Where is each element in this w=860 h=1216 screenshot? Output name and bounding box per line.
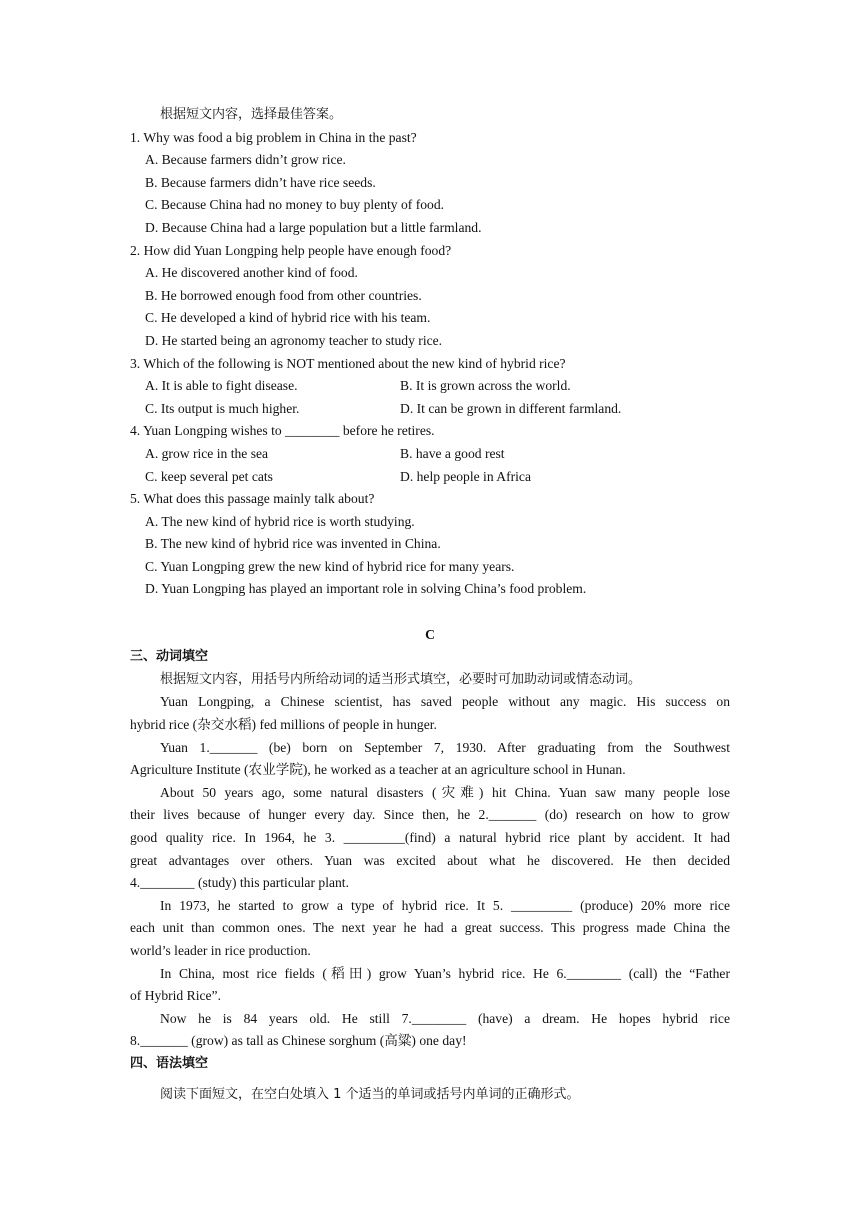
section-3-instruction: 根据短文内容，用括号内所给动词的适当形式填空，必要时可加助动词或情态动词。 bbox=[160, 671, 642, 687]
passage bbox=[130, 691, 730, 1053]
question-stem: 5. What does this passage mainly talk about? bbox=[130, 491, 375, 507]
passage-line: good quality rice. In 1964, he 3. _________(find) a natural hybrid rice plant by accident. It had bbox=[130, 830, 730, 845]
section-4-instruction: 阅读下面短文，在空白处填入 1 个适当的单词或括号内单词的正确形式。 bbox=[160, 1086, 580, 1102]
section-b-instruction: 根据短文内容，选择最佳答案。 bbox=[160, 107, 343, 122]
passage-line: each unit than common ones. The next year he had a great success. This progress made China the bbox=[130, 920, 730, 936]
answer-option: D. Yuan Longping has played an important role in solving China’s food problem. bbox=[145, 581, 587, 597]
answer-option: A. Because farmers didn’t grow rice. bbox=[145, 152, 346, 168]
option-row bbox=[130, 375, 730, 398]
passage-line: Yuan Longping, a Chinese scientist, has saved people without any magic. His success on bbox=[160, 694, 730, 710]
passage-line: 8._______ (grow) as tall as Chinese sorghum (高粱) one day! bbox=[130, 1033, 467, 1049]
answer-option: A. It is able to fight disease. bbox=[145, 378, 298, 394]
answer-option: C. Yuan Longping grew the new kind of hybrid rice for many years. bbox=[145, 558, 515, 574]
passage-paragraph bbox=[130, 782, 730, 895]
question-list bbox=[130, 127, 730, 601]
answer-option: D. It can be grown in different farmland. bbox=[400, 400, 622, 416]
passage-line: great advantages over others. Yuan was excited about what he discovered. He then decided bbox=[130, 852, 730, 868]
section-3-heading: 三、动词填空 bbox=[130, 649, 209, 665]
answer-option: C. keep several pet cats bbox=[145, 468, 273, 484]
passage-line: In 1973, he started to grow a type of hybrid rice. It 5. _________ (produce) 20% more rice bbox=[160, 897, 730, 913]
answer-option: B. have a good rest bbox=[400, 445, 505, 461]
section-c-label: C bbox=[425, 626, 435, 642]
passage-line: world’s leader in rice production. bbox=[130, 942, 311, 958]
question-stem: 4. Yuan Longping wishes to ________ before he retires. bbox=[130, 423, 435, 439]
answer-option: B. The new kind of hybrid rice was invented in China. bbox=[145, 536, 441, 552]
question-stem: 3. Which of the following is NOT mentioned about the new kind of hybrid rice? bbox=[130, 355, 566, 371]
passage-line: hybrid rice (杂交水稻) fed millions of people in hunger. bbox=[130, 717, 437, 733]
passage-paragraph bbox=[130, 691, 730, 736]
answer-option: B. Because farmers didn’t have rice seeds. bbox=[145, 174, 376, 190]
answer-option: C. He developed a kind of hybrid rice with his team. bbox=[145, 310, 431, 326]
passage-paragraph bbox=[130, 1008, 730, 1053]
passage-paragraph bbox=[130, 737, 730, 782]
passage-line: About 50 years ago, some natural disasters (灾难) hit China. Yuan saw many people lose bbox=[160, 784, 730, 800]
question-stem: 2. How did Yuan Longping help people have enough food? bbox=[130, 242, 452, 258]
answer-option: D. He started being an agronomy teacher to study rice. bbox=[145, 332, 443, 348]
answer-option: A. grow rice in the sea bbox=[145, 445, 269, 461]
answer-option: A. He discovered another kind of food. bbox=[145, 265, 358, 281]
answer-option: D. help people in Africa bbox=[400, 468, 531, 484]
passage-line: In China, most rice fields (稻田) grow Yuan’s hybrid rice. He 6.________ (call) the “Father bbox=[160, 965, 730, 981]
answer-option: D. Because China had a large population but a little farmland. bbox=[145, 219, 482, 235]
answer-option: C. Its output is much higher. bbox=[145, 400, 300, 416]
passage-line: Yuan 1._______ (be) born on September 7, 1930. After graduating from the Southwest bbox=[160, 739, 730, 755]
section-4-heading: 四、语法填空 bbox=[130, 1055, 209, 1071]
document-content bbox=[130, 104, 730, 1106]
question-stem: 1. Why was food a big problem in China in the past? bbox=[130, 129, 417, 145]
passage-line: their lives because of hunger every day. Since then, he 2._______ (do) research on how to grow bbox=[130, 807, 730, 823]
option-row bbox=[130, 466, 730, 489]
passage-paragraph bbox=[130, 895, 730, 963]
spacer bbox=[130, 601, 730, 624]
answer-option: B. He borrowed enough food from other countries. bbox=[145, 287, 422, 303]
passage-line: Now he is 84 years old. He still 7.________ (have) a dream. He hopes hybrid rice bbox=[160, 1010, 730, 1026]
passage-paragraph bbox=[130, 963, 730, 1008]
answer-option: C. Because China had no money to buy plenty of food. bbox=[145, 197, 445, 213]
spacer bbox=[130, 1076, 730, 1084]
option-row bbox=[130, 398, 730, 421]
passage-line: of Hybrid Rice”. bbox=[130, 988, 221, 1004]
passage-line: Agriculture Institute (农业学院), he worked as a teacher at an agriculture school in Hunan. bbox=[130, 762, 626, 778]
option-row bbox=[130, 443, 730, 466]
passage-line: 4.________ (study) this particular plant. bbox=[130, 875, 349, 891]
answer-option: B. It is grown across the world. bbox=[400, 378, 571, 394]
answer-option: A. The new kind of hybrid rice is worth studying. bbox=[145, 513, 415, 529]
